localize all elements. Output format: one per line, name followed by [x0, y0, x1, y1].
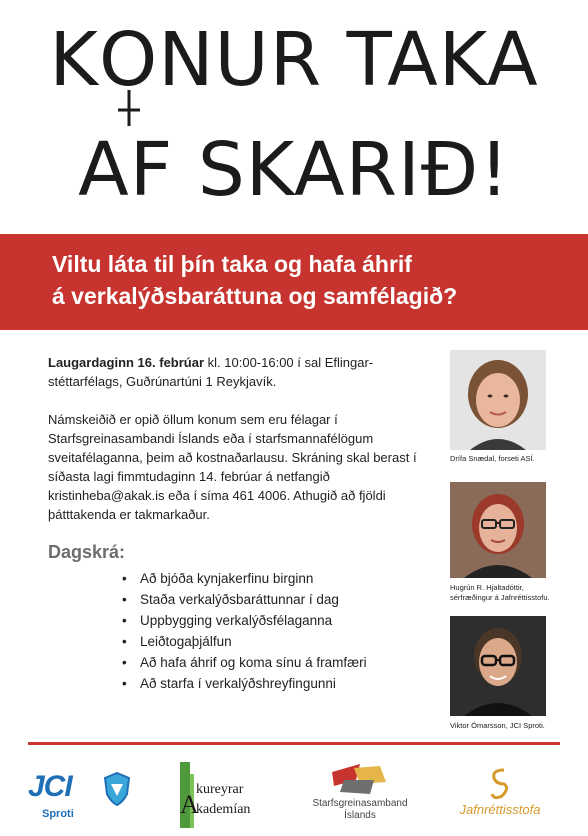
speaker-caption-2: Hugrún R. Hjaltadóttir, sérfræðingur á Jafnréttisstofu.: [450, 583, 550, 602]
venus-letter-o: O: [99, 18, 158, 102]
headline-line-2: AF SKARIÐ!: [78, 127, 510, 213]
portrait-icon: [450, 482, 546, 578]
agenda-title: Dagskrá:: [48, 542, 126, 562]
agenda-item: • Að bjóða kynjakerfinu birginn: [122, 568, 367, 589]
speaker-photo-2: [450, 482, 546, 578]
headline-line-1: KO NUR TAKA: [0, 18, 588, 102]
jci-sproti-logo: JCI Sproti: [28, 768, 148, 828]
jafnrettisstofa-logo: Jafnréttisstofa: [440, 768, 560, 828]
footer-divider: [28, 742, 560, 745]
speaker-photo-3: [450, 616, 546, 716]
jafnrettisstofa-symbol-icon: [488, 768, 510, 800]
portrait-icon: [450, 350, 546, 450]
course-description: Námskeiðið er opið öllum konum sem eru félagar í Starfsgreinasambandi Íslands eða í starfsmannafélögum sveitafélaganna, þeim að kostnaðarlausu. Skráning skal berast í síðasta lagi fimmtudaginn 14. febrúar á netfangið kristinheba@akak.is eða í síma 461 4006. Athugið að fjöldi þátttakenda er takmarkaður.: [48, 412, 417, 522]
jci-shield-icon: [104, 772, 130, 806]
portrait-icon: [450, 616, 546, 716]
agenda-item: • Staða verkalýðsbaráttunnar í dag: [122, 589, 367, 610]
akureyrar-akademian-logo: A kureyrar kademían: [178, 760, 268, 830]
banner-question: Viltu láta til þín taka og hafa áhrif á verkalýðsbaráttuna og samfélagið?: [52, 251, 458, 309]
agenda-item: • Leiðtogaþjálfun: [122, 631, 367, 652]
sgs-logo-icon: [330, 762, 390, 796]
venus-symbol-icon: [114, 90, 144, 128]
agenda-item: • Að starfa í verkalýðshreyfingunni: [122, 673, 367, 694]
speaker-photo-1: [450, 350, 546, 450]
agenda-item: • Uppbygging verkalýðsfélaganna: [122, 610, 367, 631]
event-info: Laugardaginn 16. febrúar kl. 10:00-16:00 í sal Eflingar-stéttarfélags, Guðrúnartúni 1 Reykjavík.: [48, 355, 374, 389]
speaker-caption-3: Viktor Ómarsson, JCI Sproti.: [450, 721, 545, 730]
agenda-item: • Að hafa áhrif og koma sínu á framfæri: [122, 652, 367, 673]
speaker-caption-1: Drífa Snædal, forseti ASÍ.: [450, 454, 535, 463]
starfsgreinasamband-logo: Starfsgreinasamband Íslands: [300, 762, 420, 832]
agenda-list: [122, 568, 367, 694]
subtitle-banner: [0, 234, 588, 330]
